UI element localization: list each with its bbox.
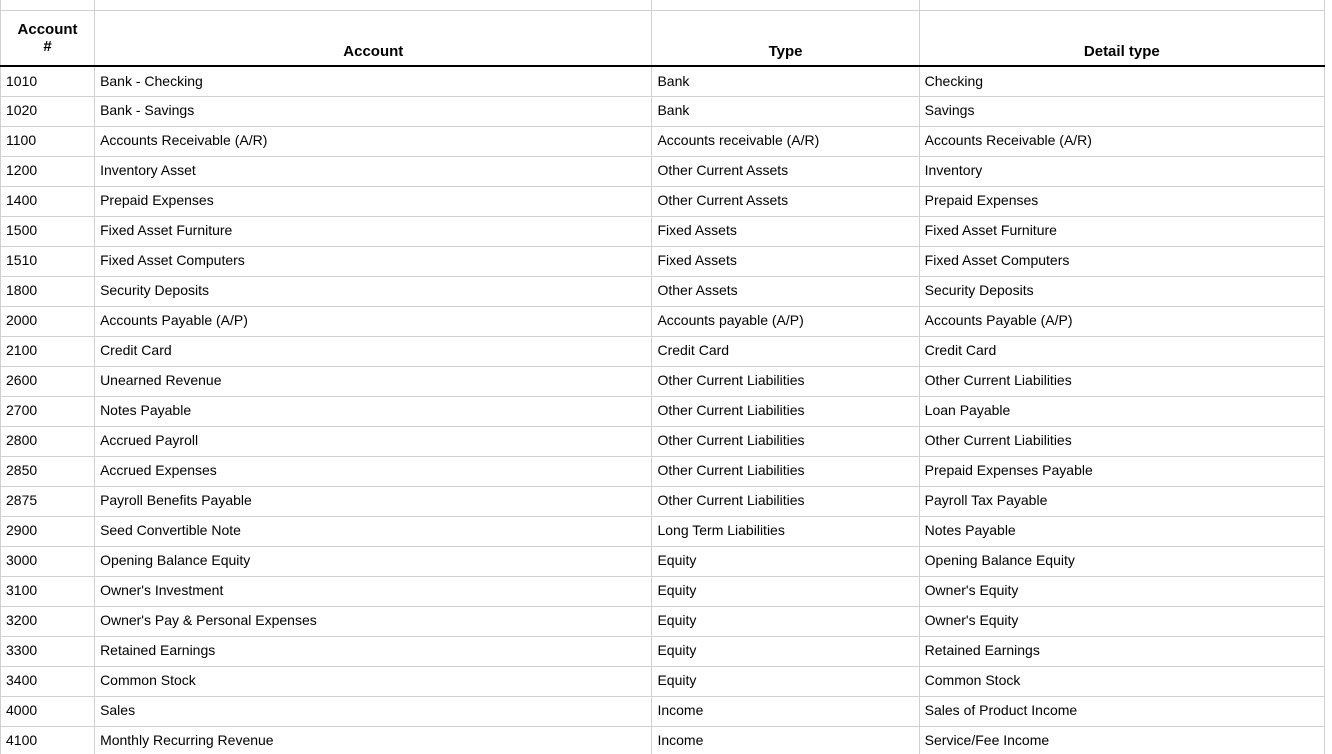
table-row[interactable] xyxy=(1,156,1325,186)
column-header-account-number-line2: # xyxy=(43,37,52,55)
cell-type[interactable]: Other Current Liabilities xyxy=(652,366,919,396)
cell-type[interactable]: Other Current Liabilities xyxy=(652,456,919,486)
table-row[interactable] xyxy=(1,666,1325,696)
partial-cell-account xyxy=(95,0,652,10)
table-row[interactable] xyxy=(1,456,1325,486)
partial-row-above-header xyxy=(1,0,1325,10)
table-row[interactable] xyxy=(1,576,1325,606)
cell-detail-type[interactable]: Security Deposits xyxy=(919,276,1324,306)
table-row[interactable] xyxy=(1,486,1325,516)
table-row[interactable] xyxy=(1,606,1325,636)
table-row[interactable] xyxy=(1,336,1325,366)
column-header-type[interactable]: Type xyxy=(652,10,919,66)
table-row[interactable] xyxy=(1,126,1325,156)
cell-detail-type[interactable]: Credit Card xyxy=(919,336,1324,366)
cell-account-number[interactable]: 2000 xyxy=(1,306,95,336)
cell-type[interactable]: Income xyxy=(652,696,919,726)
cell-account-number[interactable]: 2600 xyxy=(1,366,95,396)
cell-type[interactable]: Other Assets xyxy=(652,276,919,306)
cell-account-number[interactable]: 3100 xyxy=(1,576,95,606)
partial-cell-type xyxy=(652,0,919,10)
cell-type[interactable]: Credit Card xyxy=(652,336,919,366)
table-row[interactable] xyxy=(1,366,1325,396)
cell-detail-type[interactable]: Prepaid Expenses xyxy=(919,186,1324,216)
cell-account-number[interactable]: 2800 xyxy=(1,426,95,456)
cell-detail-type[interactable]: Inventory xyxy=(919,156,1324,186)
cell-detail-type[interactable]: Owner's Equity xyxy=(919,576,1324,606)
table-row[interactable] xyxy=(1,186,1325,216)
cell-account[interactable]: Bank - Checking xyxy=(95,66,652,96)
cell-detail-type[interactable]: Prepaid Expenses Payable xyxy=(919,456,1324,486)
cell-account-number[interactable]: 1010 xyxy=(1,66,95,96)
cell-account[interactable]: Seed Convertible Note xyxy=(95,516,652,546)
cell-account[interactable]: Notes Payable xyxy=(95,396,652,426)
table-row[interactable] xyxy=(1,306,1325,336)
cell-type[interactable]: Bank xyxy=(652,66,919,96)
table-row[interactable] xyxy=(1,66,1325,96)
cell-account-number[interactable]: 1020 xyxy=(1,96,95,126)
cell-detail-type[interactable]: Fixed Asset Furniture xyxy=(919,216,1324,246)
column-header-detail-type[interactable]: Detail type xyxy=(919,10,1324,66)
cell-type[interactable]: Equity xyxy=(652,666,919,696)
cell-account[interactable]: Retained Earnings xyxy=(95,636,652,666)
cell-account-number[interactable]: 3200 xyxy=(1,606,95,636)
table-row[interactable] xyxy=(1,516,1325,546)
cell-detail-type[interactable]: Retained Earnings xyxy=(919,636,1324,666)
cell-account-number[interactable]: 1800 xyxy=(1,276,95,306)
table-row[interactable] xyxy=(1,726,1325,754)
cell-account-number[interactable]: 2875 xyxy=(1,486,95,516)
cell-account-number[interactable]: 3300 xyxy=(1,636,95,666)
cell-account[interactable]: Accrued Payroll xyxy=(95,426,652,456)
cell-detail-type[interactable]: Accounts Payable (A/P) xyxy=(919,306,1324,336)
partial-cell-account-number xyxy=(1,0,95,10)
cell-account[interactable]: Payroll Benefits Payable xyxy=(95,486,652,516)
cell-type[interactable]: Equity xyxy=(652,606,919,636)
table-row[interactable] xyxy=(1,96,1325,126)
cell-detail-type[interactable]: Loan Payable xyxy=(919,396,1324,426)
cell-detail-type[interactable]: Other Current Liabilities xyxy=(919,366,1324,396)
cell-detail-type[interactable]: Common Stock xyxy=(919,666,1324,696)
cell-type[interactable]: Other Current Liabilities xyxy=(652,486,919,516)
cell-account[interactable]: Owner's Investment xyxy=(95,576,652,606)
cell-account[interactable]: Fixed Asset Furniture xyxy=(95,216,652,246)
cell-account[interactable]: Security Deposits xyxy=(95,276,652,306)
cell-type[interactable]: Accounts payable (A/P) xyxy=(652,306,919,336)
cell-type[interactable]: Other Current Assets xyxy=(652,186,919,216)
cell-type[interactable]: Bank xyxy=(652,96,919,126)
cell-account[interactable]: Inventory Asset xyxy=(95,156,652,186)
cell-type[interactable]: Equity xyxy=(652,546,919,576)
cell-account-number[interactable]: 1200 xyxy=(1,156,95,186)
cell-account[interactable]: Common Stock xyxy=(95,666,652,696)
cell-detail-type[interactable]: Checking xyxy=(919,66,1324,96)
table-row[interactable] xyxy=(1,636,1325,666)
cell-type[interactable]: Equity xyxy=(652,576,919,606)
cell-detail-type[interactable]: Notes Payable xyxy=(919,516,1324,546)
cell-account[interactable]: Sales xyxy=(95,696,652,726)
table-row[interactable] xyxy=(1,246,1325,276)
cell-type[interactable]: Equity xyxy=(652,636,919,666)
table-row[interactable] xyxy=(1,276,1325,306)
table-row[interactable] xyxy=(1,546,1325,576)
cell-detail-type[interactable]: Accounts Receivable (A/R) xyxy=(919,126,1324,156)
cell-detail-type[interactable]: Other Current Liabilities xyxy=(919,426,1324,456)
partial-cell-detail-type xyxy=(919,0,1324,10)
cell-account-number[interactable]: 3400 xyxy=(1,666,95,696)
cell-detail-type[interactable]: Fixed Asset Computers xyxy=(919,246,1324,276)
column-header-account-number-line1: Account xyxy=(17,20,78,38)
table-row[interactable] xyxy=(1,216,1325,246)
cell-account-number[interactable]: 2900 xyxy=(1,516,95,546)
cell-account[interactable]: Unearned Revenue xyxy=(95,366,652,396)
cell-account-number[interactable]: 4000 xyxy=(1,696,95,726)
cell-account-number[interactable]: 4100 xyxy=(1,726,95,754)
cell-detail-type[interactable]: Owner's Equity xyxy=(919,606,1324,636)
cell-account-number[interactable]: 1400 xyxy=(1,186,95,216)
cell-type[interactable]: Other Current Assets xyxy=(652,156,919,186)
cell-type[interactable]: Fixed Assets xyxy=(652,246,919,276)
cell-account-number[interactable]: 3000 xyxy=(1,546,95,576)
cell-account-number[interactable]: 2100 xyxy=(1,336,95,366)
cell-account[interactable]: Fixed Asset Computers xyxy=(95,246,652,276)
cell-detail-type[interactable]: Savings xyxy=(919,96,1324,126)
cell-account[interactable]: Monthly Recurring Revenue xyxy=(95,726,652,754)
table-row[interactable] xyxy=(1,426,1325,456)
cell-account[interactable]: Credit Card xyxy=(95,336,652,366)
cell-account[interactable]: Accounts Payable (A/P) xyxy=(95,306,652,336)
cell-account[interactable]: Bank - Savings xyxy=(95,96,652,126)
cell-account-number[interactable]: 2700 xyxy=(1,396,95,426)
table-header-row xyxy=(1,10,1325,66)
column-header-account[interactable]: Account xyxy=(95,10,652,66)
cell-account[interactable]: Accounts Receivable (A/R) xyxy=(95,126,652,156)
cell-account[interactable]: Opening Balance Equity xyxy=(95,546,652,576)
table-body xyxy=(1,0,1325,754)
cell-detail-type[interactable]: Payroll Tax Payable xyxy=(919,486,1324,516)
cell-account-number[interactable]: 1100 xyxy=(1,126,95,156)
cell-account[interactable]: Prepaid Expenses xyxy=(95,186,652,216)
cell-detail-type[interactable]: Sales of Product Income xyxy=(919,696,1324,726)
cell-type[interactable]: Long Term Liabilities xyxy=(652,516,919,546)
cell-type[interactable]: Other Current Liabilities xyxy=(652,396,919,426)
column-header-account-number[interactable] xyxy=(1,10,95,66)
cell-detail-type[interactable]: Service/Fee Income xyxy=(919,726,1324,754)
cell-account-number[interactable]: 1510 xyxy=(1,246,95,276)
cell-type[interactable]: Other Current Liabilities xyxy=(652,426,919,456)
cell-type[interactable]: Fixed Assets xyxy=(652,216,919,246)
cell-account-number[interactable]: 2850 xyxy=(1,456,95,486)
table-row[interactable] xyxy=(1,696,1325,726)
cell-type[interactable]: Accounts receivable (A/R) xyxy=(652,126,919,156)
cell-account[interactable]: Owner's Pay & Personal Expenses xyxy=(95,606,652,636)
cell-detail-type[interactable]: Opening Balance Equity xyxy=(919,546,1324,576)
cell-type[interactable]: Income xyxy=(652,726,919,754)
cell-account-number[interactable]: 1500 xyxy=(1,216,95,246)
table-row[interactable] xyxy=(1,396,1325,426)
cell-account[interactable]: Accrued Expenses xyxy=(95,456,652,486)
